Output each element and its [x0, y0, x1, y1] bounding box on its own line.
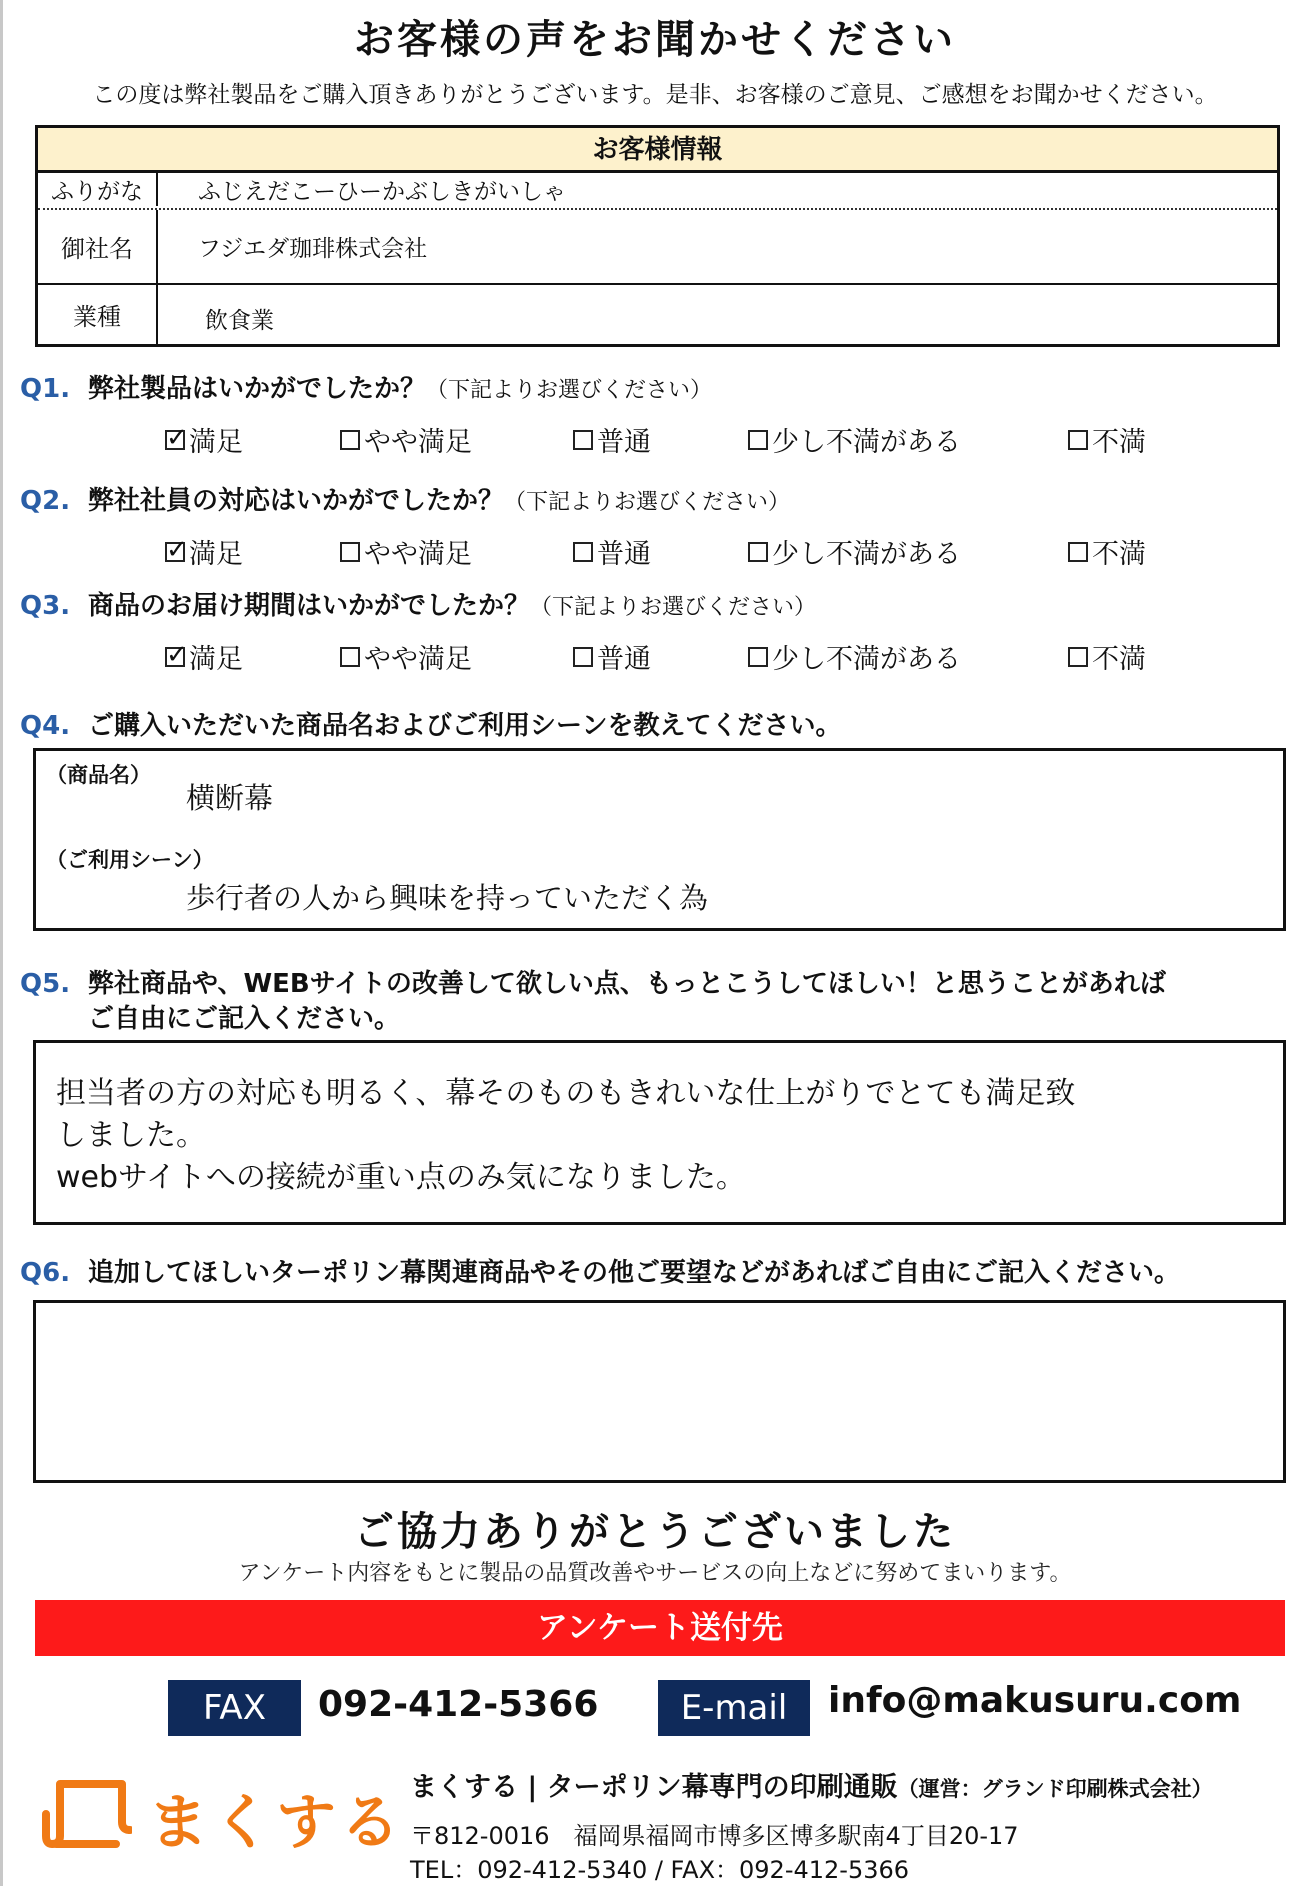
q5-answer-box[interactable]	[33, 1040, 1286, 1225]
furigana-value[interactable]: ふじえだこーひーかぶしきがいしゃ	[198, 179, 566, 205]
q6-answer-box[interactable]	[33, 1300, 1286, 1483]
q3-option-label: やや満足	[364, 644, 472, 675]
q3-option-1[interactable]	[165, 637, 243, 676]
email-label: E-mail	[658, 1680, 810, 1736]
industry-value[interactable]: 飲食業	[205, 307, 274, 334]
checkbox-icon[interactable]	[573, 647, 593, 667]
company-address: 〒812-0016 福岡県福岡市博多区博多駅南4丁目20-17	[410, 1822, 1019, 1850]
q2-option-4[interactable]	[748, 532, 961, 571]
q1-number: Q1.	[20, 374, 71, 404]
q5-answer-line3: webサイトへの接続が重い点のみ気になりました。	[56, 1160, 746, 1195]
q4-scene-label: （ご利用シーン）	[46, 848, 214, 872]
q6-number: Q6.	[20, 1258, 71, 1288]
fax-label: FAX	[168, 1680, 301, 1736]
email-address[interactable]: info@makusuru.com	[828, 1680, 1242, 1721]
q5-answer-line2: しました。	[56, 1118, 206, 1153]
q3-subtext: （下記よりお選びください）	[530, 595, 817, 620]
q2-option-label: 少し不満がある	[772, 539, 961, 570]
checkbox-icon[interactable]	[573, 542, 593, 562]
checkbox-icon[interactable]	[340, 542, 360, 562]
q5-text-line2: ご自由にご記入ください。	[88, 1004, 401, 1034]
company-tel-fax: TEL：092-412-5340 / FAX：092-412-5366	[410, 1856, 910, 1884]
q3-option-3[interactable]	[573, 637, 651, 676]
q1-option-label: 満足	[189, 427, 243, 458]
q2-text: 弊社社員の対応はいかがでしたか？	[88, 486, 505, 516]
q2-option-3[interactable]	[573, 532, 651, 571]
q4-scene-value: 歩行者の人から興味を持っていただく為	[186, 881, 709, 915]
q1-option-2[interactable]	[340, 420, 472, 459]
q1-option-label: 普通	[597, 427, 651, 458]
q1-subtext: （下記よりお選びください）	[426, 378, 713, 403]
customer-info-table	[35, 125, 1280, 347]
q1-option-label: 少し不満がある	[772, 427, 961, 458]
checkbox-checked-icon[interactable]	[165, 647, 185, 667]
company-line	[410, 1765, 1213, 1804]
checkbox-icon[interactable]	[748, 542, 768, 562]
checkbox-icon[interactable]	[340, 647, 360, 667]
q1-text: 弊社製品はいかがでしたか？	[88, 374, 427, 404]
furigana-label: ふりがな	[38, 173, 158, 206]
company-label: 御社名	[38, 210, 158, 283]
q4-text: ご購入いただいた商品名およびご利用シーンを教えてください。	[88, 711, 842, 741]
q2-option-label: やや満足	[364, 539, 472, 570]
q3-option-label: 不満	[1092, 644, 1146, 675]
q4-product-label: （商品名）	[46, 763, 151, 787]
q1-option-label: 不満	[1092, 427, 1146, 458]
q2-option-label: 普通	[597, 539, 651, 570]
q4-question	[20, 705, 841, 742]
checkbox-icon[interactable]	[748, 647, 768, 667]
q2-option-2[interactable]	[340, 532, 472, 571]
q4-product-value: 横断幕	[186, 781, 274, 815]
checkbox-icon[interactable]	[573, 430, 593, 450]
checkbox-icon[interactable]	[748, 430, 768, 450]
q1-option-3[interactable]	[573, 420, 651, 459]
q5-answer-line1: 担当者の方の対応も明るく、幕そのものもきれいな仕上がりでとても満足致	[56, 1076, 1076, 1111]
q6-question	[20, 1252, 1180, 1289]
checkbox-icon[interactable]	[340, 430, 360, 450]
q1-option-5[interactable]	[1068, 420, 1146, 459]
send-to-banner: アンケート送付先	[35, 1600, 1285, 1656]
page-title: お客様の声をお聞かせください	[354, 17, 956, 63]
q6-text: 追加してほしいターポリン幕関連商品やその他ご要望などがあればご自由にご記入ください。	[88, 1258, 1181, 1288]
checkbox-icon[interactable]	[1068, 647, 1088, 667]
q4-number: Q4.	[20, 711, 71, 741]
industry-label: 業種	[38, 285, 158, 344]
company-name: まくする | ターポリン幕専門の印刷通販	[410, 1772, 898, 1803]
q1-option-label: やや満足	[364, 427, 472, 458]
q5-text-line1: 弊社商品や、WEBサイトの改善して欲しい点、もっとこうしてほしい！と思うことがあれば	[88, 969, 1166, 999]
checkbox-checked-icon[interactable]	[165, 542, 185, 562]
thanks-subtext: アンケート内容をもとに製品の品質改善やサービスの向上などに努めてまいります。	[238, 1561, 1072, 1586]
q3-option-4[interactable]	[748, 637, 961, 676]
q2-option-1[interactable]	[165, 532, 243, 571]
company-value[interactable]: フジエダ珈琲株式会社	[198, 236, 428, 262]
q5-question	[20, 963, 1166, 1000]
q3-option-5[interactable]	[1068, 637, 1146, 676]
customer-info-heading: お客様情報	[38, 128, 1277, 173]
q1-option-4[interactable]	[748, 420, 961, 459]
intro-text: この度は弊社製品をご購入頂きありがとうございます。是非、お客様のご意見、ご感想をお聞かせください。	[92, 82, 1218, 108]
page-left-border	[0, 0, 3, 1886]
q1-question	[20, 368, 712, 405]
q1-option-1[interactable]	[165, 420, 243, 459]
fax-number: 092-412-5366	[318, 1684, 599, 1725]
q3-option-2[interactable]	[340, 637, 472, 676]
checkbox-icon[interactable]	[1068, 542, 1088, 562]
q3-option-label: 満足	[189, 644, 243, 675]
logo-text: まくする	[148, 1788, 404, 1858]
q3-text: 商品のお届け期間はいかがでしたか？	[88, 591, 531, 621]
scroll-logo-icon	[42, 1774, 132, 1854]
q2-number: Q2.	[20, 486, 71, 516]
thanks-heading: ご協力ありがとうございました	[354, 1509, 956, 1555]
checkbox-icon[interactable]	[1068, 430, 1088, 450]
q2-option-label: 不満	[1092, 539, 1146, 570]
q2-subtext: （下記よりお選びください）	[504, 490, 791, 515]
checkbox-checked-icon[interactable]	[165, 430, 185, 450]
q2-question	[20, 480, 790, 517]
q5-number: Q5.	[20, 969, 71, 999]
q3-option-label: 少し不満がある	[772, 644, 961, 675]
q3-option-label: 普通	[597, 644, 651, 675]
q2-option-label: 満足	[189, 539, 243, 570]
q2-option-5[interactable]	[1068, 532, 1146, 571]
q3-question	[20, 585, 816, 622]
q4-answer-box[interactable]	[33, 748, 1286, 931]
company-operator: （運営：グランド印刷株式会社）	[897, 1777, 1213, 1801]
q3-number: Q3.	[20, 591, 71, 621]
